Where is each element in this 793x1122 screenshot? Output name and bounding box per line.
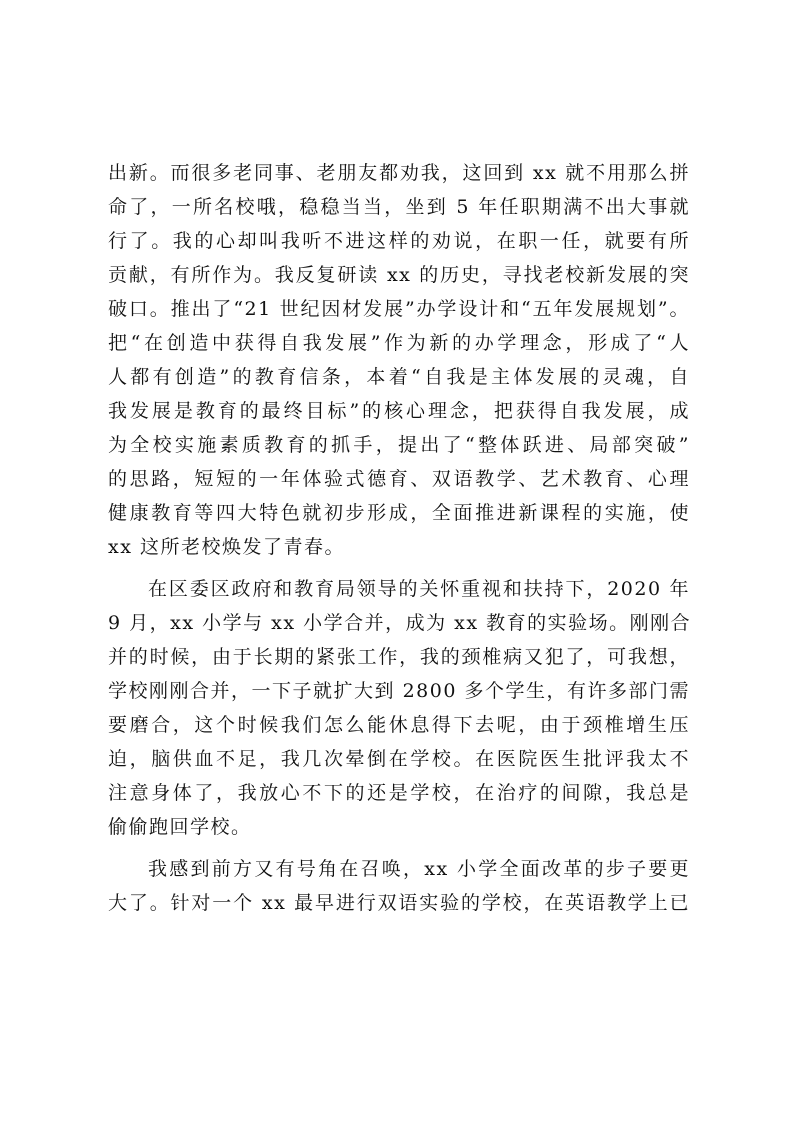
text-line: 出新。而很多老同事、老朋友都劝我，这回到 xx 就不用那么拼 — [108, 162, 690, 184]
text-line: 行了。我的心却叫我听不进这样的劝说，在职一任，就要有所 — [108, 230, 690, 252]
document-body — [108, 156, 690, 928]
text-line: 要磨合，这个时候我们怎么能休息得下去呢，由于颈椎增生压 — [108, 714, 690, 736]
text-line: 健康教育等四大特色就初步形成，全面推进新课程的实施，使 — [108, 502, 690, 524]
text-line: 人都有创造”的教育信条，本着“自我是主体发展的灵魂，自 — [108, 366, 690, 388]
text-line: 为全校实施素质教育的抓手，提出了“整体跃进、局部突破” — [108, 434, 690, 456]
text-line: 贡献，有所作为。我反复研读 xx 的历史，寻找老校新发展的突 — [108, 264, 690, 286]
text-line: 并的时候，由于长期的紧张工作，我的颈椎病又犯了，可我想， — [108, 646, 690, 668]
paragraph-3 — [108, 852, 690, 920]
text-line: 偷偷跑回学校。 — [108, 816, 252, 838]
text-line: 注意身体了，我放心不下的还是学校，在治疗的间隙，我总是 — [108, 782, 690, 804]
text-line: 学校刚刚合并，一下子就扩大到 2800 多个学生，有许多部门需 — [108, 680, 690, 702]
text-line: 命了，一所名校哦，稳稳当当，坐到 5 年任职期满不出大事就 — [108, 196, 690, 218]
text-line: 我发展是教育的最终目标”的核心理念，把获得自我发展，成 — [108, 400, 690, 422]
paragraph-1 — [108, 156, 690, 564]
text-line: 我感到前方又有号角在召唤，xx 小学全面改革的步子要更 — [148, 858, 690, 880]
text-line: 破口。推出了“21 世纪因材发展”办学设计和“五年发展规划”。 — [108, 298, 690, 320]
text-line: 9 月，xx 小学与 xx 小学合并，成为 xx 教育的实验场。刚刚合 — [108, 612, 692, 634]
text-line: xx 这所老校焕发了青春。 — [108, 536, 345, 558]
text-line: 迫，脑供血不足，我几次晕倒在学校。在医院医生批评我太不 — [108, 748, 690, 770]
text-line: 在区委区政府和教育局领导的关怀重视和扶持下，2020 年 — [148, 578, 690, 600]
text-line: 把“在创造中获得自我发展”作为新的办学理念，形成了“人 — [108, 332, 690, 354]
text-line: 的思路，短短的一年体验式德育、双语教学、艺术教育、心理 — [108, 468, 690, 490]
text-line: 大了。针对一个 xx 最早进行双语实验的学校，在英语教学上已 — [108, 892, 690, 914]
paragraph-2 — [108, 572, 690, 844]
